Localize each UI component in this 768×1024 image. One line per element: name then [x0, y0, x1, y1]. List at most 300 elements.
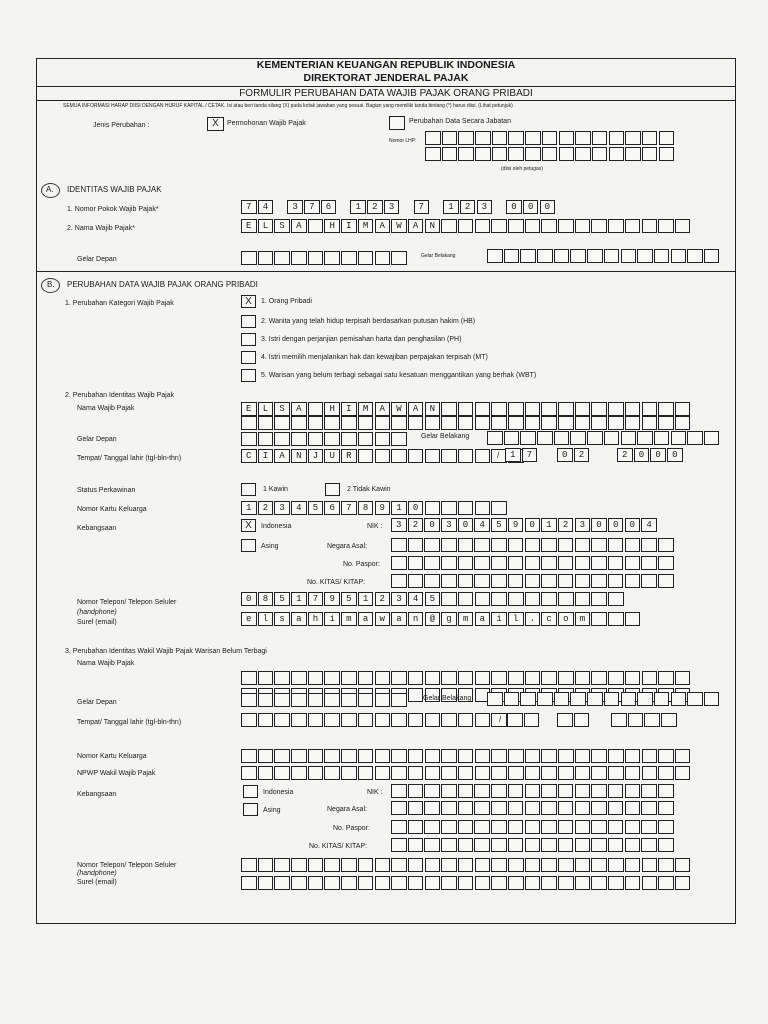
- char-box[interactable]: W: [391, 219, 407, 233]
- char-box[interactable]: [408, 688, 424, 702]
- char-box[interactable]: 0: [540, 200, 556, 214]
- char-box[interactable]: [408, 538, 424, 552]
- char-box[interactable]: [625, 766, 641, 780]
- char-box[interactable]: [525, 538, 541, 552]
- char-box[interactable]: [641, 820, 657, 834]
- char-box[interactable]: [575, 838, 591, 852]
- char-box[interactable]: [408, 556, 424, 570]
- char-box[interactable]: [608, 612, 624, 626]
- char-box[interactable]: [654, 249, 670, 263]
- char-box[interactable]: [241, 671, 257, 685]
- char-box[interactable]: I: [341, 219, 357, 233]
- char-box[interactable]: [425, 416, 441, 430]
- char-box[interactable]: [608, 784, 624, 798]
- char-box[interactable]: [274, 432, 290, 446]
- char-box[interactable]: [341, 858, 357, 872]
- char-box[interactable]: [541, 592, 557, 606]
- char-box[interactable]: [458, 858, 474, 872]
- char-box[interactable]: [458, 801, 474, 815]
- char-box[interactable]: [625, 538, 641, 552]
- char-box[interactable]: [324, 251, 340, 265]
- char-box[interactable]: [508, 219, 524, 233]
- char-box[interactable]: [504, 431, 520, 445]
- char-box[interactable]: [592, 131, 608, 145]
- char-box[interactable]: [341, 251, 357, 265]
- char-box[interactable]: [541, 801, 557, 815]
- char-box[interactable]: [408, 416, 424, 430]
- char-box[interactable]: [591, 838, 607, 852]
- char-box[interactable]: [487, 431, 503, 445]
- gelar-depan-boxes[interactable]: [241, 251, 408, 265]
- char-box[interactable]: 0: [667, 448, 683, 462]
- char-box[interactable]: 0: [506, 200, 522, 214]
- char-box[interactable]: [508, 749, 524, 763]
- char-box[interactable]: [641, 801, 657, 815]
- char-box[interactable]: 7: [522, 448, 538, 462]
- char-box[interactable]: [441, 858, 457, 872]
- char-box[interactable]: [391, 801, 407, 815]
- char-box[interactable]: 3: [391, 518, 407, 532]
- tempat-lahir-boxes[interactable]: [241, 449, 525, 463]
- char-box[interactable]: [525, 858, 541, 872]
- char-box[interactable]: [475, 416, 491, 430]
- char-box[interactable]: [274, 713, 290, 727]
- char-box[interactable]: [704, 431, 720, 445]
- char-box[interactable]: [441, 538, 457, 552]
- char-box[interactable]: [458, 402, 474, 416]
- char-box[interactable]: [274, 749, 290, 763]
- char-box[interactable]: [391, 749, 407, 763]
- char-box[interactable]: [625, 131, 641, 145]
- char-box[interactable]: [408, 838, 424, 852]
- char-box[interactable]: [654, 431, 670, 445]
- char-box[interactable]: [458, 766, 474, 780]
- char-box[interactable]: [537, 431, 553, 445]
- char-box[interactable]: [424, 838, 440, 852]
- gelar-belakang-boxes[interactable]: [487, 249, 721, 263]
- char-box[interactable]: [258, 432, 274, 446]
- char-box[interactable]: [408, 858, 424, 872]
- char-box[interactable]: [658, 416, 674, 430]
- char-box[interactable]: [258, 713, 274, 727]
- char-box[interactable]: 0: [424, 518, 440, 532]
- char-box[interactable]: [424, 538, 440, 552]
- char-box[interactable]: [324, 876, 340, 890]
- char-box[interactable]: [575, 749, 591, 763]
- char-box[interactable]: [591, 538, 607, 552]
- char-box[interactable]: [487, 692, 503, 706]
- char-box[interactable]: 3: [274, 501, 290, 515]
- char-box[interactable]: [274, 671, 290, 685]
- char-box[interactable]: [408, 574, 424, 588]
- char-box[interactable]: 2: [367, 200, 383, 214]
- char-box[interactable]: 3: [575, 518, 591, 532]
- char-box[interactable]: 2: [375, 592, 391, 606]
- char-box[interactable]: 2: [574, 448, 590, 462]
- char-box[interactable]: [642, 147, 658, 161]
- char-box[interactable]: [475, 147, 491, 161]
- char-box[interactable]: [391, 784, 407, 798]
- char-box[interactable]: [341, 713, 357, 727]
- char-box[interactable]: [525, 131, 541, 145]
- char-box[interactable]: [671, 692, 687, 706]
- char-box[interactable]: [458, 749, 474, 763]
- char-box[interactable]: [458, 147, 474, 161]
- char-box[interactable]: E: [241, 402, 257, 416]
- char-box[interactable]: m: [341, 612, 357, 626]
- char-box[interactable]: [558, 556, 574, 570]
- char-box[interactable]: 7: [308, 592, 324, 606]
- char-box[interactable]: [570, 692, 586, 706]
- char-box[interactable]: I: [341, 402, 357, 416]
- char-box[interactable]: [625, 219, 641, 233]
- permohonan-checkbox[interactable]: X: [207, 117, 224, 131]
- char-box[interactable]: 3: [477, 200, 493, 214]
- char-box[interactable]: [458, 574, 474, 588]
- char-box[interactable]: l: [508, 612, 524, 626]
- char-box[interactable]: [575, 801, 591, 815]
- char-box[interactable]: [608, 749, 624, 763]
- char-box[interactable]: 0: [650, 448, 666, 462]
- char-box[interactable]: [525, 838, 541, 852]
- char-box[interactable]: [291, 766, 307, 780]
- char-box[interactable]: [675, 416, 691, 430]
- char-box[interactable]: [442, 131, 458, 145]
- email-boxes[interactable]: [241, 612, 642, 626]
- char-box[interactable]: [375, 766, 391, 780]
- char-box[interactable]: 1: [391, 501, 407, 515]
- char-box[interactable]: [341, 416, 357, 430]
- char-box[interactable]: 6: [324, 501, 340, 515]
- char-box[interactable]: [542, 147, 558, 161]
- char-box[interactable]: [525, 556, 541, 570]
- char-box[interactable]: [591, 219, 607, 233]
- char-box[interactable]: [687, 431, 703, 445]
- char-box[interactable]: [575, 131, 591, 145]
- char-box[interactable]: [525, 876, 541, 890]
- char-box[interactable]: [408, 801, 424, 815]
- char-box[interactable]: 9: [508, 518, 524, 532]
- char-box[interactable]: [642, 671, 658, 685]
- char-box[interactable]: [671, 431, 687, 445]
- char-box[interactable]: 1: [350, 200, 366, 214]
- char-box[interactable]: 1: [358, 592, 374, 606]
- char-box[interactable]: 4: [291, 501, 307, 515]
- char-box[interactable]: [658, 838, 674, 852]
- char-box[interactable]: [658, 766, 674, 780]
- char-box[interactable]: [591, 671, 607, 685]
- char-box[interactable]: [621, 692, 637, 706]
- char-box[interactable]: [475, 671, 491, 685]
- char-box[interactable]: [508, 801, 524, 815]
- char-box[interactable]: [541, 402, 557, 416]
- gelar-belakang-boxes-3[interactable]: [487, 692, 721, 706]
- char-box[interactable]: [525, 801, 541, 815]
- char-box[interactable]: [425, 671, 441, 685]
- char-box[interactable]: [258, 671, 274, 685]
- gelar-depan-boxes-3[interactable]: [241, 693, 408, 707]
- char-box[interactable]: [554, 431, 570, 445]
- char-box[interactable]: [425, 876, 441, 890]
- char-box[interactable]: [508, 671, 524, 685]
- char-box[interactable]: 3: [441, 518, 457, 532]
- char-box[interactable]: [458, 449, 474, 463]
- char-box[interactable]: [408, 749, 424, 763]
- char-box[interactable]: [308, 858, 324, 872]
- char-box[interactable]: [491, 592, 507, 606]
- char-box[interactable]: [625, 556, 641, 570]
- kategori-checkbox[interactable]: [241, 315, 256, 328]
- char-box[interactable]: A: [291, 402, 307, 416]
- char-box[interactable]: U: [324, 449, 340, 463]
- char-box[interactable]: 1: [291, 592, 307, 606]
- char-box[interactable]: [508, 766, 524, 780]
- tahun-boxes[interactable]: [617, 448, 684, 462]
- tanggal-boxes-3[interactable]: [507, 713, 540, 727]
- char-box[interactable]: [675, 876, 691, 890]
- char-box[interactable]: [491, 416, 507, 430]
- char-box[interactable]: [375, 858, 391, 872]
- char-box[interactable]: I: [258, 449, 274, 463]
- char-box[interactable]: 5: [274, 592, 290, 606]
- char-box[interactable]: [608, 556, 624, 570]
- kitas-boxes[interactable]: [391, 574, 675, 588]
- char-box[interactable]: [658, 671, 674, 685]
- char-box[interactable]: [324, 693, 340, 707]
- char-box[interactable]: H: [324, 219, 340, 233]
- char-box[interactable]: [291, 713, 307, 727]
- char-box[interactable]: [258, 858, 274, 872]
- kategori-checkbox[interactable]: X: [241, 295, 256, 308]
- char-box[interactable]: [475, 449, 491, 463]
- char-box[interactable]: [525, 749, 541, 763]
- char-box[interactable]: [641, 556, 657, 570]
- char-box[interactable]: [491, 556, 507, 570]
- char-box[interactable]: [591, 556, 607, 570]
- char-box[interactable]: [324, 432, 340, 446]
- char-box[interactable]: [625, 801, 641, 815]
- char-box[interactable]: [525, 402, 541, 416]
- char-box[interactable]: [508, 416, 524, 430]
- char-box[interactable]: [424, 556, 440, 570]
- char-box[interactable]: [621, 249, 637, 263]
- char-box[interactable]: [424, 820, 440, 834]
- telp-boxes[interactable]: [241, 592, 625, 606]
- char-box[interactable]: [675, 766, 691, 780]
- char-box[interactable]: [425, 131, 441, 145]
- char-box[interactable]: M: [358, 219, 374, 233]
- nama-boxes-3[interactable]: [241, 671, 692, 685]
- char-box[interactable]: [408, 713, 424, 727]
- char-box[interactable]: [508, 538, 524, 552]
- char-box[interactable]: [491, 876, 507, 890]
- char-box[interactable]: [625, 612, 641, 626]
- char-box[interactable]: A: [291, 219, 307, 233]
- char-box[interactable]: [659, 131, 675, 145]
- char-box[interactable]: [687, 692, 703, 706]
- char-box[interactable]: [608, 838, 624, 852]
- char-box[interactable]: i: [324, 612, 340, 626]
- char-box[interactable]: [341, 749, 357, 763]
- char-box[interactable]: [341, 432, 357, 446]
- char-box[interactable]: 6: [321, 200, 337, 214]
- char-box[interactable]: [308, 219, 324, 233]
- char-box[interactable]: [475, 766, 491, 780]
- char-box[interactable]: .: [525, 612, 541, 626]
- char-box[interactable]: [609, 147, 625, 161]
- char-box[interactable]: [608, 592, 624, 606]
- char-box[interactable]: [591, 416, 607, 430]
- char-box[interactable]: [391, 251, 407, 265]
- char-box[interactable]: [474, 820, 490, 834]
- bulan-boxes-3[interactable]: [557, 713, 590, 727]
- char-box[interactable]: a: [391, 612, 407, 626]
- char-box[interactable]: [474, 784, 490, 798]
- char-box[interactable]: [625, 671, 641, 685]
- char-box[interactable]: [541, 766, 557, 780]
- negara-boxes[interactable]: [391, 538, 675, 552]
- char-box[interactable]: M: [358, 402, 374, 416]
- char-box[interactable]: [541, 876, 557, 890]
- char-box[interactable]: 4: [258, 200, 274, 214]
- char-box[interactable]: [391, 820, 407, 834]
- char-box[interactable]: N: [425, 219, 441, 233]
- char-box[interactable]: [341, 876, 357, 890]
- char-box[interactable]: [274, 766, 290, 780]
- char-box[interactable]: [591, 749, 607, 763]
- char-box[interactable]: R: [341, 449, 357, 463]
- char-box[interactable]: [508, 556, 524, 570]
- char-box[interactable]: [558, 858, 574, 872]
- char-box[interactable]: [391, 449, 407, 463]
- char-box[interactable]: [558, 671, 574, 685]
- npwp-wakil-boxes[interactable]: [241, 766, 692, 780]
- char-box[interactable]: [358, 432, 374, 446]
- char-box[interactable]: [474, 574, 490, 588]
- char-box[interactable]: [642, 766, 658, 780]
- char-box[interactable]: [441, 671, 457, 685]
- char-box[interactable]: [358, 449, 374, 463]
- char-box[interactable]: [625, 147, 641, 161]
- char-box[interactable]: [575, 766, 591, 780]
- char-box[interactable]: [324, 858, 340, 872]
- char-box[interactable]: [424, 784, 440, 798]
- char-box[interactable]: [591, 402, 607, 416]
- char-box[interactable]: [408, 876, 424, 890]
- char-box[interactable]: [525, 219, 541, 233]
- char-box[interactable]: [324, 749, 340, 763]
- char-box[interactable]: [625, 416, 641, 430]
- char-box[interactable]: A: [375, 402, 391, 416]
- char-box[interactable]: i: [491, 612, 507, 626]
- char-box[interactable]: [570, 431, 586, 445]
- char-box[interactable]: [558, 538, 574, 552]
- char-box[interactable]: [458, 592, 474, 606]
- char-box[interactable]: [542, 131, 558, 145]
- char-box[interactable]: [642, 219, 658, 233]
- char-box[interactable]: 7: [341, 501, 357, 515]
- char-box[interactable]: [274, 858, 290, 872]
- asing-checkbox[interactable]: [241, 539, 256, 552]
- kk-boxes-3[interactable]: [241, 749, 692, 763]
- char-box[interactable]: [341, 671, 357, 685]
- char-box[interactable]: w: [375, 612, 391, 626]
- char-box[interactable]: [654, 692, 670, 706]
- char-box[interactable]: [608, 671, 624, 685]
- char-box[interactable]: [308, 693, 324, 707]
- char-box[interactable]: [324, 671, 340, 685]
- char-box[interactable]: [508, 784, 524, 798]
- char-box[interactable]: g: [441, 612, 457, 626]
- char-box[interactable]: [575, 858, 591, 872]
- nama-boxes[interactable]: [241, 402, 692, 416]
- char-box[interactable]: [308, 713, 324, 727]
- char-box[interactable]: [341, 693, 357, 707]
- char-box[interactable]: [671, 249, 687, 263]
- char-box[interactable]: [308, 766, 324, 780]
- char-box[interactable]: [625, 784, 641, 798]
- char-box[interactable]: [558, 402, 574, 416]
- asing-checkbox-3[interactable]: [243, 803, 258, 816]
- char-box[interactable]: A: [375, 219, 391, 233]
- char-box[interactable]: 4: [641, 518, 657, 532]
- char-box[interactable]: [474, 801, 490, 815]
- char-box[interactable]: [558, 766, 574, 780]
- char-box[interactable]: 0: [634, 448, 650, 462]
- char-box[interactable]: [574, 713, 590, 727]
- char-box[interactable]: [258, 251, 274, 265]
- char-box[interactable]: [241, 713, 257, 727]
- bulan-boxes[interactable]: [557, 448, 590, 462]
- char-box[interactable]: [558, 592, 574, 606]
- char-box[interactable]: 7: [414, 200, 430, 214]
- nik-boxes[interactable]: [391, 518, 658, 532]
- char-box[interactable]: [491, 838, 507, 852]
- char-box[interactable]: 2: [258, 501, 274, 515]
- char-box[interactable]: [604, 692, 620, 706]
- char-box[interactable]: [425, 147, 441, 161]
- char-box[interactable]: [608, 219, 624, 233]
- char-box[interactable]: [491, 219, 507, 233]
- char-box[interactable]: [575, 876, 591, 890]
- char-box[interactable]: [641, 574, 657, 588]
- char-box[interactable]: [291, 876, 307, 890]
- char-box[interactable]: [558, 801, 574, 815]
- char-box[interactable]: [575, 538, 591, 552]
- char-box[interactable]: [541, 858, 557, 872]
- char-box[interactable]: [559, 147, 575, 161]
- char-box[interactable]: [604, 249, 620, 263]
- char-box[interactable]: [491, 784, 507, 798]
- char-box[interactable]: c: [541, 612, 557, 626]
- char-box[interactable]: [575, 219, 591, 233]
- char-box[interactable]: [525, 147, 541, 161]
- char-box[interactable]: [441, 820, 457, 834]
- telp-boxes-3[interactable]: [241, 858, 692, 872]
- char-box[interactable]: [425, 713, 441, 727]
- char-box[interactable]: [358, 876, 374, 890]
- char-box[interactable]: J: [308, 449, 324, 463]
- char-box[interactable]: [642, 876, 658, 890]
- char-box[interactable]: [658, 858, 674, 872]
- indonesia-checkbox[interactable]: X: [241, 519, 256, 532]
- char-box[interactable]: [291, 432, 307, 446]
- char-box[interactable]: [324, 416, 340, 430]
- char-box[interactable]: @: [425, 612, 441, 626]
- char-box[interactable]: [291, 749, 307, 763]
- jabatan-checkbox[interactable]: [389, 116, 405, 130]
- char-box[interactable]: 0: [525, 518, 541, 532]
